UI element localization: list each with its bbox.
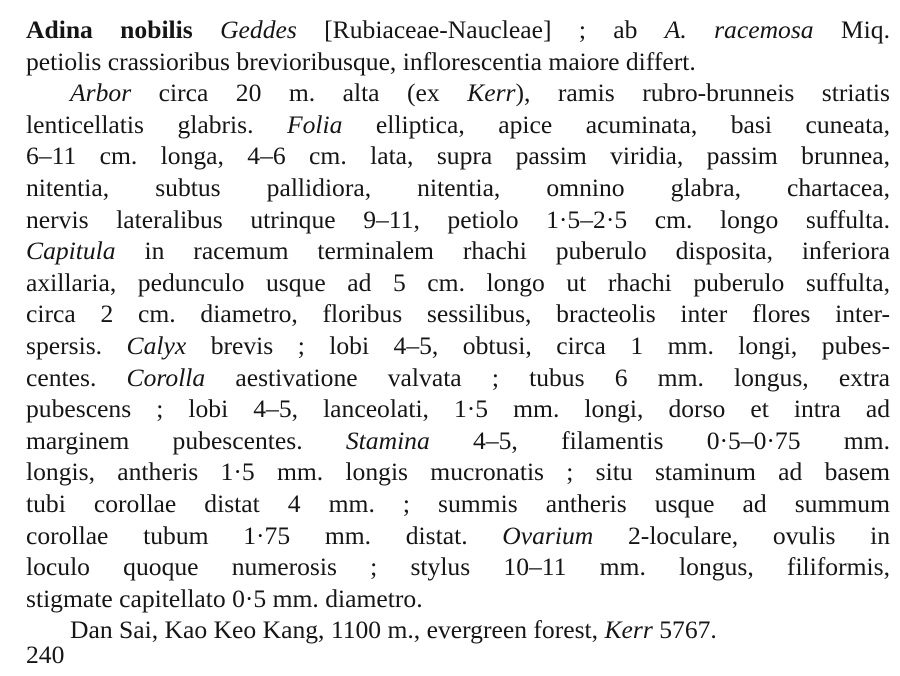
text-line: loculo quoque numerosis ; stylus 10–11 mm. longus, filiformis, bbox=[26, 552, 890, 582]
text-line: Dan Sai, Kao Keo Kang, 1100 m., evergreen forest, Kerr 5767. bbox=[70, 615, 717, 645]
text-line: spersis. Calyx brevis ; lobi 4–5, obtusi, circa 1 mm. longi, pubes- bbox=[26, 330, 891, 360]
text-line: corollae tubum 1·75 mm. distat. Ovarium 2-loculare, ovulis in bbox=[26, 520, 891, 550]
page-number: 240 bbox=[26, 640, 65, 669]
term-stamina: Stamina bbox=[345, 425, 430, 455]
text-line: tubi corollae distat 4 mm. ; summis antheris usque ad summum bbox=[26, 488, 890, 518]
text-line: Arbor circa 20 m. alta (ex Kerr), ramis rubro-brunneis striatis bbox=[70, 78, 891, 108]
text-line: 6–11 cm. longa, 4–6 cm. lata, supra passim viridia, passim brunnea, bbox=[26, 141, 890, 171]
text-line: nervis lateralibus utrinque 9–11, petiolo 1·5–2·5 cm. longo suffulta. bbox=[26, 204, 890, 234]
collector-name: Kerr bbox=[467, 78, 516, 108]
text-line: circa 2 cm. diametro, floribus sessilibus, bracteolis inter flores inter- bbox=[26, 299, 890, 329]
species-author: Geddes bbox=[220, 15, 297, 44]
specimen-paragraph bbox=[26, 614, 890, 646]
text-line: petiolis crassioribus brevioribusque, inflorescentia maiore differt. bbox=[26, 46, 696, 76]
term-calyx: Calyx bbox=[126, 330, 187, 360]
text-line: lenticellatis glabris. Folia elliptica, apice acuminata, basi cuneata, bbox=[26, 109, 891, 139]
description-paragraph bbox=[26, 77, 890, 614]
text-line: pubescens ; lobi 4–5, lanceolati, 1·5 mm. longi, dorso et intra ad bbox=[26, 394, 890, 424]
term-arbor: Arbor bbox=[70, 78, 132, 108]
term-folia: Folia bbox=[287, 109, 343, 139]
text-line: axillaria, pedunculo usque ad 5 cm. longo ut rhachi puberulo suffulta, bbox=[26, 267, 890, 297]
reference-species: A. racemosa bbox=[664, 15, 814, 44]
text-line: Adina nobilis Geddes [Rubiaceae-Naucleae] ; ab A. racemosa Miq. bbox=[26, 15, 890, 44]
text-line: nitentia, subtus pallidiora, nitentia, omnino glabra, chartacea, bbox=[26, 172, 890, 202]
text-line: Capitula in racemum terminalem rhachi puberulo disposita, inferiora bbox=[26, 236, 890, 266]
diagnosis-paragraph bbox=[26, 14, 890, 77]
term-corolla: Corolla bbox=[126, 362, 206, 392]
term-ovarium: Ovarium bbox=[502, 520, 594, 550]
collector-name: Kerr bbox=[604, 615, 653, 645]
text-line: longis, antheris 1·5 mm. longis mucronatis ; situ staminum ad basem bbox=[26, 457, 890, 487]
text-line: marginem pubescentes. Stamina 4–5, filamentis 0·5–0·75 mm. bbox=[26, 425, 890, 455]
species-name: Adina nobilis bbox=[26, 15, 193, 44]
text-line: centes. Corolla aestivatione valvata ; tubus 6 mm. longus, extra bbox=[26, 362, 890, 392]
document-body bbox=[26, 14, 890, 646]
text-line: stigmate capitellato 0·5 mm. diametro. bbox=[26, 583, 423, 613]
term-capitula: Capitula bbox=[26, 236, 116, 266]
